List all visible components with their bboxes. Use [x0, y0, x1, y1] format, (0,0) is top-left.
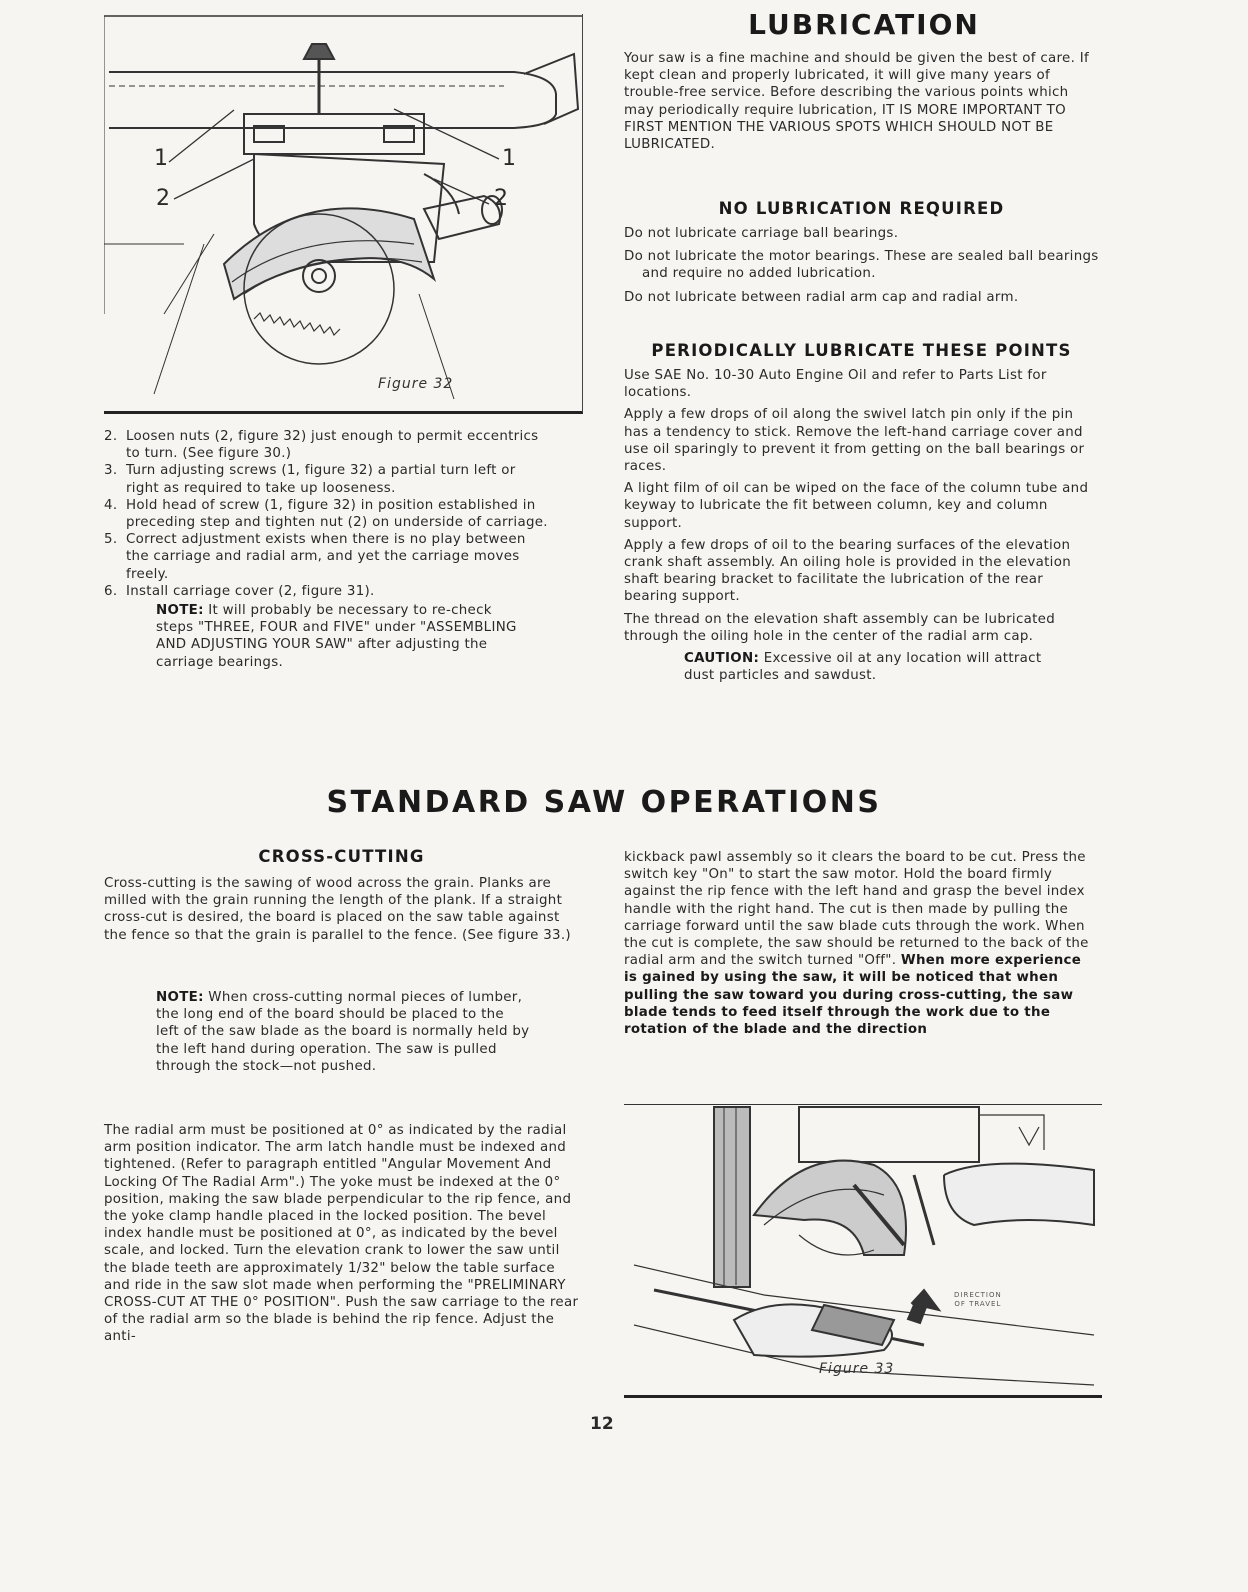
radial-arm-para: The radial arm must be positioned at 0° as indicated by the radial arm position indicator. The arm latch handle must be indexed and tightened. (Refer to paragraph entitled "Angular Movement And Locking Of The Radial Arm".) The yoke must be indexed at the 0° position, making the saw blade perpendicular to the rip fence, and the yoke clamp handle placed in the locked position. The bevel index handle must be positioned at 0°, as indicated by the bevel scale, and locked. Turn the elevation crank to lower the saw until the blade teeth are approximately 1/32" below the table surface and ride in the saw slot made when performing the "PRELIMINARY CROSS-CUT AT THE 0° POSITION". Push the saw carriage to the rear of the radial arm so the blade is behind the rip fence. Adjust the anti- — [104, 1123, 579, 1345]
direction-label-line1: DIRECTION — [954, 1291, 1002, 1299]
cross-cutting-note-label: NOTE: — [156, 990, 204, 1005]
figure-33-caption: Figure 33 — [819, 1361, 895, 1377]
caution-text: Excessive oil at any location will attract dust particles and sawdust. — [684, 651, 1042, 684]
no-lub-item: Do not lubricate the motor bearings. These are sealed ball bearings and require no added lubrication. — [624, 249, 1099, 282]
figure-32 — [104, 14, 583, 414]
no-lub-item: Do not lubricate between radial arm cap and radial arm. — [624, 289, 1019, 305]
periodic-para: Apply a few drops of oil to the bearing surfaces of the elevation crank shaft assembly. An oiling hole is provided in the elevation shaft bearing bracket to facilitate the lubrication of the rear bearing support. — [624, 537, 1071, 605]
periodic-para: Use SAE No. 10-30 Auto Engine Oil and refer to Parts List for locations. — [624, 368, 1047, 401]
cross-cutting-intro: Cross-cutting is the sawing of wood across the grain. Planks are milled with the grain running the length of the plank. If a straight cross-cut is desired, the board is placed on the saw table against the fence so that the grain is parallel to the fence. (See figure 33.) — [104, 876, 571, 943]
callout-1-left: 1 — [154, 146, 168, 171]
operations-right-normal: kickback pawl assembly so it clears the board to be cut. Press the switch key "On" to start the saw motor. Hold the board firmly against the rip fence with the left hand and grasp the bevel index handle with the right hand. The cut is then made by pulling the carriage forward until the saw blade cuts through the work. When the cut is complete, the saw should be returned to the back of the radial arm and the switch turned "Off". — [624, 850, 1089, 969]
figure-33-illustration — [624, 1105, 1102, 1395]
cross-cutting-note-text: When cross-cutting normal pieces of lumber, the long end of the board should be placed to the left of the saw blade as the board is normally held by the left hand during operation. The saw is pulled through the stock—not pushed. — [156, 990, 530, 1074]
steps-note-label: NOTE: — [156, 603, 204, 619]
operations-right-para — [624, 849, 1099, 1038]
lubrication-intro: Your saw is a fine machine and should be given the best of care. If kept clean and properly lubricated, it will give many years of trouble-free service. Before describing the various points which may periodically require lubrication, IT IS MORE IMPORTANT TO FIRST MENTION THE VARIOUS SPOTS WHICH SHOULD NOT BE LUBRICATED. — [624, 51, 1089, 153]
caution-note — [624, 650, 1099, 684]
periodic-para: A light film of oil can be wiped on the face of the column tube and keyway to lubricate the fit between column, key and column support. — [624, 481, 1089, 531]
callout-2-left: 2 — [156, 186, 170, 211]
page-number: 12 — [590, 1414, 614, 1434]
operations-title: STANDARD SAW OPERATIONS — [326, 785, 882, 820]
figure-32-illustration — [104, 14, 582, 411]
step-4: 4. Hold head of screw (1, figure 32) in position established in preceding step and tighten nut (2) on underside of carriage. — [104, 497, 548, 531]
caution-label: CAUTION: — [684, 651, 760, 667]
periodic-para: The thread on the elevation shaft assembly can be lubricated through the oiling hole in the center of the radial arm cap. — [624, 611, 1056, 644]
cross-cutting-note — [156, 989, 531, 1075]
steps-note-text: It will probably be necessary to re-check steps "THREE, FOUR and FIVE" under "ASSEMBLING AND ADJUSTING YOUR SAW" after adjusting the carriage bearings. — [156, 603, 517, 670]
figure-32-caption: Figure 32 — [378, 376, 454, 392]
step-2: 2. Loosen nuts (2, figure 32) just enough to permit eccentrics to turn. (See figure 30.) — [104, 429, 539, 462]
adjustment-steps — [104, 428, 549, 671]
step-3: 3. Turn adjusting screws (1, figure 32) a partial turn left or right as required to take up looseness. — [104, 463, 516, 496]
step-6: 6. Install carriage cover (2, figure 31). — [104, 583, 375, 599]
cross-cutting-heading: CROSS-CUTTING — [258, 847, 425, 866]
step-5: 5. Correct adjustment exists when there is no play between the carriage and radial arm, and yet the carriage moves freely. — [104, 532, 526, 582]
periodic-lubrication-heading: PERIODICALLY LUBRICATE THESE POINTS — [651, 341, 1072, 360]
figure-33 — [624, 1104, 1102, 1398]
direction-label-line2: OF TRAVEL — [954, 1300, 1002, 1308]
operations-right-bold: When more experience is gained by using the saw, it will be noticed that when pulling the saw toward you during cross-cutting, the saw blade tends to feed itself through the work due to the rotation of the blade and the direction — [624, 953, 1082, 1038]
steps-note — [104, 602, 549, 671]
no-lub-item: Do not lubricate carriage ball bearings. — [624, 226, 899, 241]
periodic-para: Apply a few drops of oil along the swivel latch pin only if the pin has a tendency to stick. Remove the left-hand carriage cover and use oil sparingly to prevent it from getting on the ball bearings or races. — [624, 407, 1085, 475]
no-lubrication-list — [624, 225, 1099, 306]
lubrication-title: LUBRICATION — [748, 8, 980, 41]
callout-2-right: 2 — [494, 186, 508, 211]
no-lubrication-heading: NO LUBRICATION REQUIRED — [718, 199, 1005, 218]
periodic-lubrication-text — [624, 367, 1099, 684]
direction-of-travel-label — [954, 1291, 1002, 1309]
callout-1-right: 1 — [502, 146, 516, 171]
